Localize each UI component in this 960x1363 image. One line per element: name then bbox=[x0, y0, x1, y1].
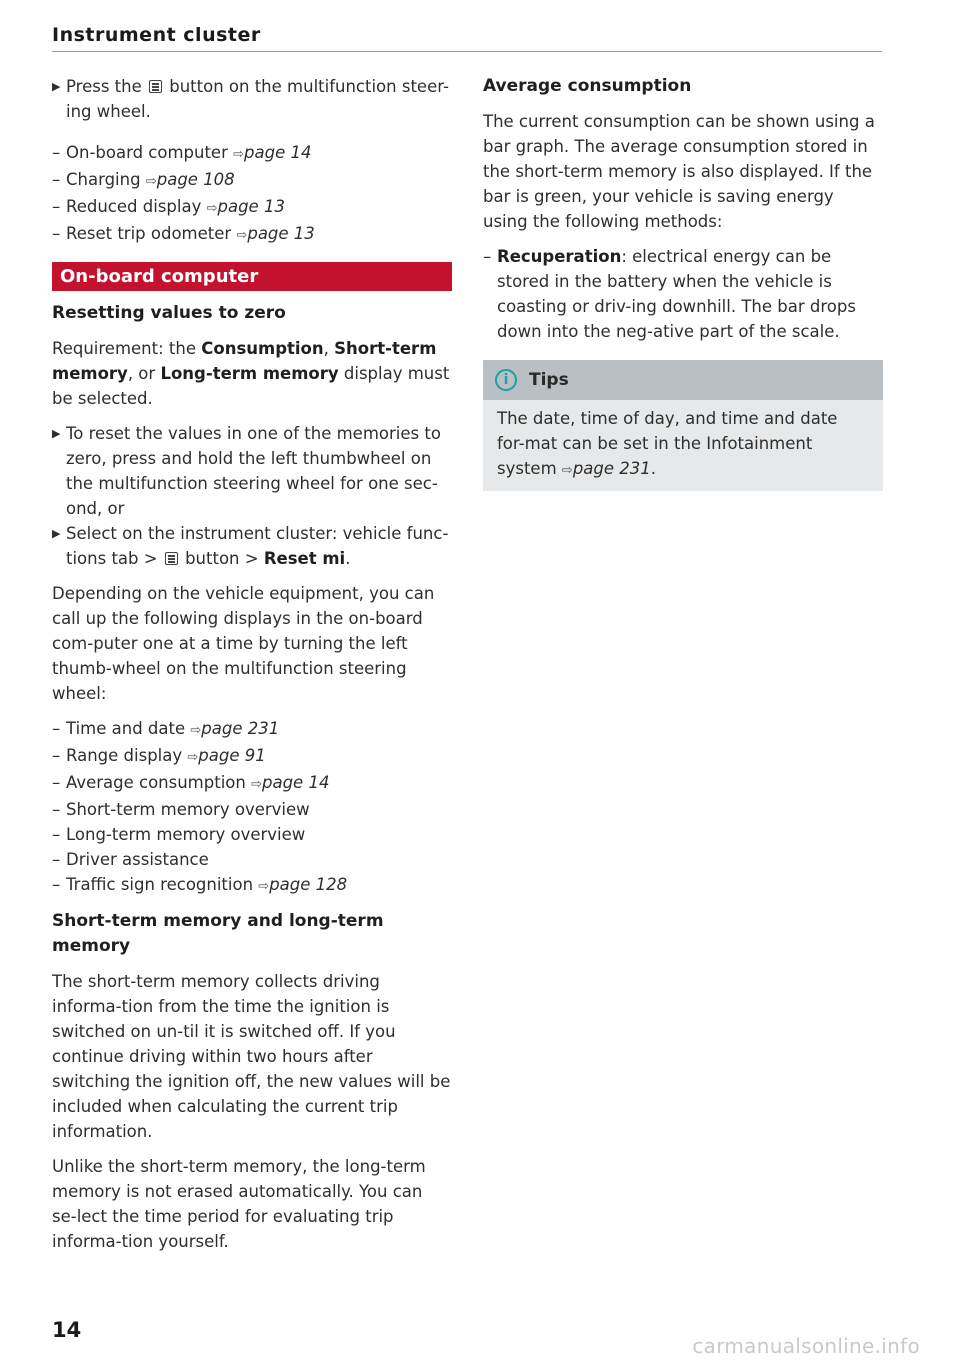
page-link[interactable]: page 14 bbox=[262, 773, 330, 792]
info-icon: i bbox=[495, 369, 517, 391]
display-item: – Long-term memory overview bbox=[52, 825, 306, 844]
display-item-label: Long-term memory overview bbox=[66, 825, 306, 844]
memory-paragraph-1: The short-term memory collects driving informa-tion from the time the ignition is switched on un-til it is switched off. If you continue driving within two hours after switching the ignition off, the new values will be included when calculating the current trip information. bbox=[52, 972, 451, 1141]
requirement-text: Requirement: the Consumption, Short-term memory, or Long-term memory display must be selected. bbox=[52, 339, 450, 408]
triangle-right-icon: ▶ bbox=[52, 80, 61, 93]
page-link[interactable]: page 13 bbox=[247, 224, 315, 243]
cross-reference-item: – On-board computer ⇨page 14 bbox=[52, 143, 312, 162]
section-title: On-board computer bbox=[52, 262, 452, 291]
triangle-right-icon: ▶ bbox=[52, 527, 61, 540]
display-item: – Time and date ⇨page 231 bbox=[52, 719, 280, 738]
tips-box bbox=[483, 360, 883, 491]
display-item-label: Driver assistance bbox=[66, 850, 209, 869]
left-column bbox=[52, 74, 452, 1254]
reset-heading: Resetting values to zero bbox=[52, 303, 286, 323]
page-link[interactable]: page 91 bbox=[198, 746, 266, 765]
display-item: – Average consumption ⇨page 14 bbox=[52, 773, 330, 792]
average-consumption-heading: Average consumption bbox=[483, 76, 692, 96]
arrow-right-icon: ⇨ bbox=[206, 201, 218, 216]
list-button-icon bbox=[149, 80, 162, 93]
page-link[interactable]: page 108 bbox=[156, 170, 235, 189]
reset-step-1: ▶ To reset the values in one of the memories to zero, press and hold the left thumbwheel on the multifunction steering wheel for one sec-ond, or bbox=[52, 421, 452, 521]
tips-page-link[interactable]: page 231 bbox=[572, 459, 651, 478]
arrow-right-icon: ⇨ bbox=[258, 879, 270, 894]
display-item: – Traffic sign recognition ⇨page 128 bbox=[52, 875, 348, 894]
page-header-title: Instrument cluster bbox=[52, 24, 261, 46]
page-link[interactable]: page 128 bbox=[269, 875, 348, 894]
cross-reference-item-label: Reset trip odometer bbox=[66, 224, 232, 243]
page-link[interactable]: page 14 bbox=[244, 143, 312, 162]
page-link[interactable]: page 13 bbox=[217, 197, 285, 216]
display-item: – Driver assistance bbox=[52, 850, 209, 869]
display-item-label: Short-term memory overview bbox=[66, 800, 310, 819]
memory-paragraph-2: Unlike the short-term memory, the long-term memory is not erased automatically. You can se-lect the time period for evaluating trip informa-tion yourself. bbox=[52, 1157, 426, 1251]
cross-reference-item-label: Reduced display bbox=[66, 197, 202, 216]
arrow-right-icon: ⇨ bbox=[233, 147, 245, 162]
cross-reference-item-label: Charging bbox=[66, 170, 141, 189]
page-link[interactable]: page 231 bbox=[201, 719, 280, 738]
arrow-right-icon: ⇨ bbox=[145, 174, 157, 189]
display-item-label: Time and date bbox=[66, 719, 186, 738]
cross-reference-item: – Charging ⇨page 108 bbox=[52, 170, 235, 189]
recuperation-item: – Recuperation: electrical energy can be stored in the battery when the vehicle is coasting or driv-ing downhill. The bar drops down into the neg-ative part of the scale. bbox=[483, 247, 856, 341]
display-item-label: Average consumption bbox=[66, 773, 246, 792]
intro-step: ▶ Press the button on the multifunction steer-ing wheel. bbox=[52, 74, 452, 124]
memory-heading: Short-term memory and long-term memory bbox=[52, 911, 384, 956]
cross-reference-item-label: On-board computer bbox=[66, 143, 228, 162]
arrow-right-icon: ⇨ bbox=[187, 750, 199, 765]
display-item: – Short-term memory overview bbox=[52, 800, 310, 819]
page-number: 14 bbox=[52, 1318, 82, 1342]
tips-body: The date, time of day, and time and date for-mat can be set in the Infotainment system ⇨page 231. bbox=[483, 400, 883, 491]
right-column bbox=[483, 74, 883, 491]
arrow-right-icon: ⇨ bbox=[251, 777, 262, 792]
depending-text: Depending on the vehicle equipment, you can call up the following displays in the on-board com-puter one at a time by turning the left thumb-wheel on the multifunction steering wheel: bbox=[52, 584, 435, 703]
display-item: – Range display ⇨page 91 bbox=[52, 746, 266, 765]
tips-header: i Tips bbox=[483, 360, 883, 400]
display-item-label: Range display bbox=[66, 746, 183, 765]
displays-list bbox=[52, 716, 452, 899]
arrow-right-icon: ⇨ bbox=[561, 463, 573, 478]
arrow-right-icon: ⇨ bbox=[190, 723, 202, 738]
average-consumption-text: The current consumption can be shown using a bar graph. The average consumption stored in the short-term memory is also displayed. If the bar is green, your vehicle is saving energy using the following methods: bbox=[483, 112, 875, 231]
display-item-label: Traffic sign recognition bbox=[66, 875, 254, 894]
arrow-right-icon: ⇨ bbox=[236, 228, 248, 243]
triangle-right-icon: ▶ bbox=[52, 427, 61, 440]
cross-reference-item: – Reset trip odometer ⇨page 13 bbox=[52, 224, 315, 243]
cross-reference-item: – Reduced display ⇨page 13 bbox=[52, 197, 285, 216]
cross-reference-list bbox=[52, 140, 452, 248]
list-button-icon bbox=[165, 552, 178, 565]
header-divider bbox=[52, 51, 882, 52]
reset-step-2: ▶ Select on the instrument cluster: vehicle func-tions tab > button > Reset mi. bbox=[52, 521, 452, 571]
watermark: carmanualsonline.info bbox=[692, 1334, 920, 1358]
